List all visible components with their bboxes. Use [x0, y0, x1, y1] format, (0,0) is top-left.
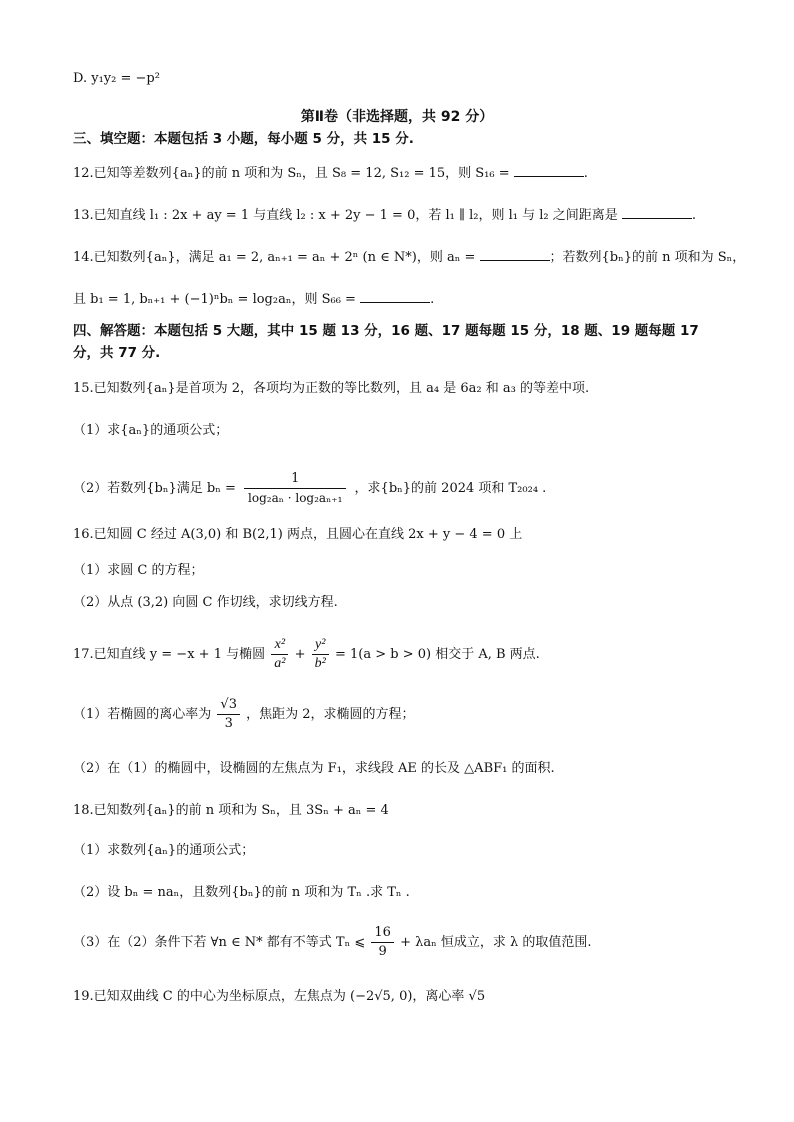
q17-1-text-a: （1）若椭圆的离心率为 [73, 707, 212, 722]
question-13 [73, 206, 696, 225]
question-18-part2: （2）设 bₙ = naₙ，且数列{bₙ}的前 n 项和为 Tₙ .求 Tₙ . [73, 885, 410, 900]
q14b-end: . [430, 292, 435, 307]
question-18: 18.已知数列{aₙ}的前 n 项和为 Sₙ，且 3Sₙ + aₙ = 4 [73, 803, 389, 818]
q15-2-fraction [244, 470, 346, 507]
part-two-title: 第Ⅱ卷（非选择题，共 92 分） [300, 109, 494, 125]
question-18-part3 [73, 924, 592, 964]
q13-text: 13.已知直线 l₁ : 2x + ay = 1 与直线 l₂ : x + 2y − 1 = 0，若 l₁ ∥ l₂，则 l₁ 与 l₂ 之间距离是 [73, 208, 618, 223]
question-16: 16.已知圆 C 经过 A(3,0) 和 B(2,1) 两点，且圆心在直线 2x + y − 4 = 0 上 [73, 527, 523, 542]
question-15-part2 [73, 470, 546, 510]
q15-2-denominator: log₂aₙ · log₂aₙ₊₁ [248, 491, 343, 505]
question-16-part2: （2）从点 (3,2) 向圆 C 作切线，求切线方程. [73, 595, 338, 610]
q12-text: 12.已知等差数列{aₙ}的前 n 项和为 Sₙ，且 S₈ = 12, S₁₂ = 15，则 S₁₆ = [73, 166, 510, 181]
q14a-mid: ；若数列{bₙ}的前 n 项和为 Sₙ， [549, 250, 746, 265]
q15-2-numerator: 1 [244, 470, 346, 489]
q18-3-numerator: 16 [371, 924, 394, 943]
question-15-part1: （1）求{aₙ}的通项公式； [73, 423, 229, 438]
q17-1-fraction [217, 696, 240, 733]
q17-plus: + [294, 647, 306, 662]
question-16-part1: （1）求圆 C 的方程； [73, 563, 204, 578]
q14b-text: 且 b₁ = 1, bₙ₊₁ + (−1)ⁿbₙ = log₂aₙ，则 S₆₆ = [73, 292, 356, 307]
q14a-answer-blank[interactable] [480, 248, 550, 261]
q17-fraction-x-num: x² [271, 636, 288, 655]
q17-fraction-x-den: a² [274, 656, 286, 671]
q17-text-a: 17.已知直线 y = −x + 1 与椭圆 [73, 647, 266, 662]
q17-fraction-x [271, 636, 288, 673]
q18-3-fraction [371, 924, 394, 961]
question-17 [73, 636, 540, 676]
question-19: 19.已知双曲线 C 的中心为坐标原点，左焦点为 (−2√5, 0)，离心率 √5 [73, 989, 486, 1004]
q17-fraction-y-num: y² [312, 636, 329, 655]
q18-3-text-a: （3）在（2）条件下若 ∀n ∈ N* 都有不等式 Tₙ ⩽ [73, 935, 366, 950]
q15-2-text-b: ，求{bₙ}的前 2024 项和 T₂₀₂₄ . [354, 481, 547, 496]
question-12 [73, 164, 588, 183]
option-d: D. y₁y₂ = −p² [73, 71, 160, 86]
question-17-part2: （2）在（1）的椭圆中，设椭圆的左焦点为 F₁，求线段 AE 的长及 △ABF₁ 的面积. [73, 761, 555, 776]
question-17-part1 [73, 696, 415, 736]
q17-text-b: = 1(a > b > 0) 相交于 A, B 两点. [334, 647, 540, 662]
q12-answer-blank[interactable] [514, 164, 584, 177]
q15-2-text-a: （2）若数列{bₙ}满足 bₙ = [73, 481, 236, 496]
question-14-line1 [73, 248, 745, 267]
q17-1-text-b: ，焦距为 2，求椭圆的方程； [246, 707, 415, 722]
q17-1-denominator: 3 [224, 716, 233, 731]
q13-end: . [691, 208, 697, 223]
section-three-heading: 三、填空题：本题包括 3 小题，每小题 5 分，共 15 分. [73, 131, 414, 147]
question-14-line2 [73, 290, 434, 309]
q17-fraction-y [312, 636, 329, 673]
question-15: 15.已知数列{aₙ}是首项为 2，各项均为正数的等比数列，且 a₄ 是 6a₂ 和 a₃ 的等差中项. [73, 381, 590, 396]
question-18-part1: （1）求数列{aₙ}的通项公式； [73, 843, 255, 858]
section-four-heading: 四、解答题：本题包括 5 大题，其中 15 题 13 分，16 题、17 题每题 15 分，18 题、19 题每题 17 分，共 77 分. [73, 323, 699, 361]
q14a-text: 14.已知数列{aₙ}，满足 a₁ = 2, aₙ₊₁ = aₙ + 2ⁿ (n ∈ N*)，则 aₙ = [73, 250, 476, 265]
q18-3-denominator: 9 [378, 944, 387, 959]
q12-end: . [583, 166, 588, 181]
q18-3-text-b: + λaₙ 恒成立，求 λ 的取值范围. [400, 935, 592, 950]
q17-fraction-y-den: b² [314, 656, 326, 671]
q13-answer-blank[interactable] [622, 206, 692, 219]
q14b-answer-blank[interactable] [360, 290, 430, 303]
q17-1-numerator: √3 [217, 696, 240, 715]
